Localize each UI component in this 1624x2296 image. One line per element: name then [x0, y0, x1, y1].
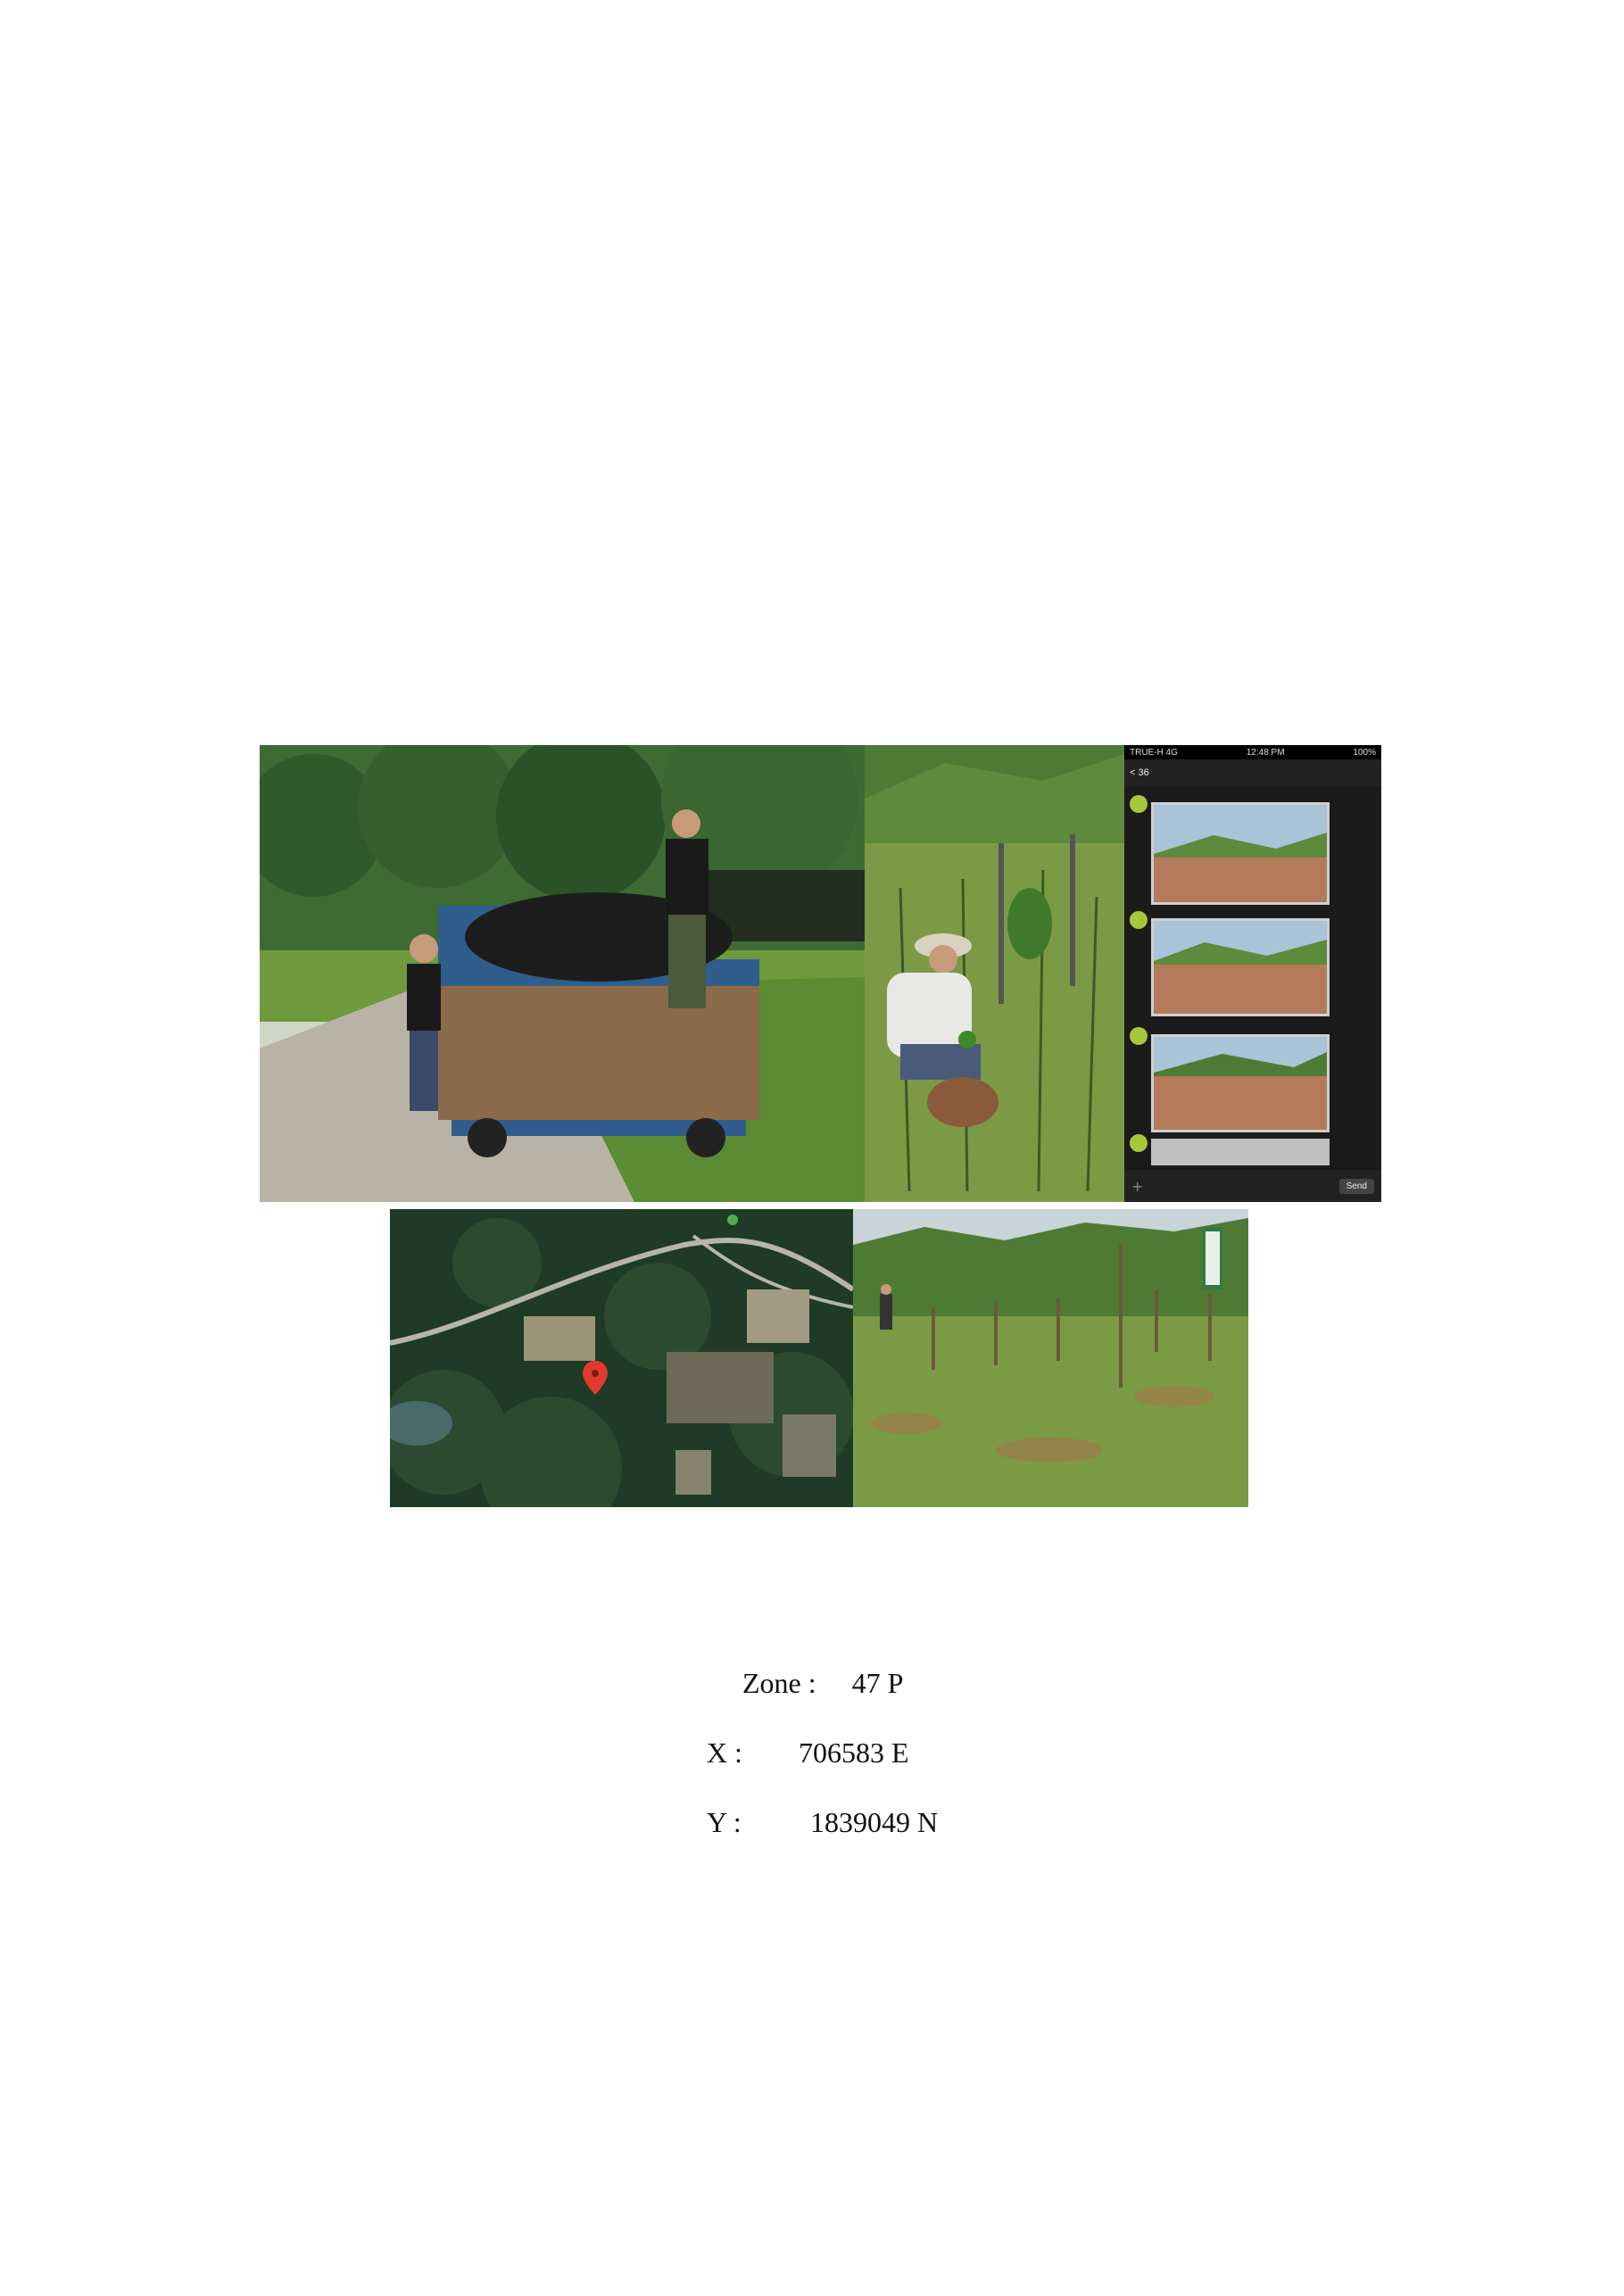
- phone-status-bar: [1124, 745, 1381, 759]
- y-row: [707, 1803, 938, 1842]
- x-row: [707, 1733, 909, 1772]
- zone-row: [742, 1663, 903, 1703]
- plus-icon: +: [1131, 1177, 1144, 1195]
- y-value: 1839049 N: [810, 1806, 939, 1838]
- status-time: 12:48 PM: [1246, 747, 1285, 758]
- y-label: Y :: [707, 1806, 742, 1838]
- x-label: X :: [707, 1737, 742, 1769]
- x-value: 706583 E: [799, 1737, 909, 1769]
- person-planting-photo: [865, 745, 1124, 1202]
- truck-with-seedlings-photo: [260, 745, 865, 1202]
- back-button: < 36: [1130, 767, 1149, 778]
- send-button: Send: [1339, 1179, 1374, 1194]
- zone-value: 47 P: [851, 1667, 904, 1699]
- chat-header: [1124, 759, 1381, 786]
- satellite-map-photo: [390, 1209, 853, 1507]
- status-carrier: TRUE-H 4G: [1130, 747, 1178, 758]
- line-chat-screenshot: [1124, 745, 1381, 1202]
- zone-label: Zone :: [742, 1667, 816, 1699]
- planted-field-photo: [853, 1209, 1248, 1507]
- status-battery: 100%: [1353, 747, 1376, 758]
- chat-input-bar: [1124, 1170, 1381, 1202]
